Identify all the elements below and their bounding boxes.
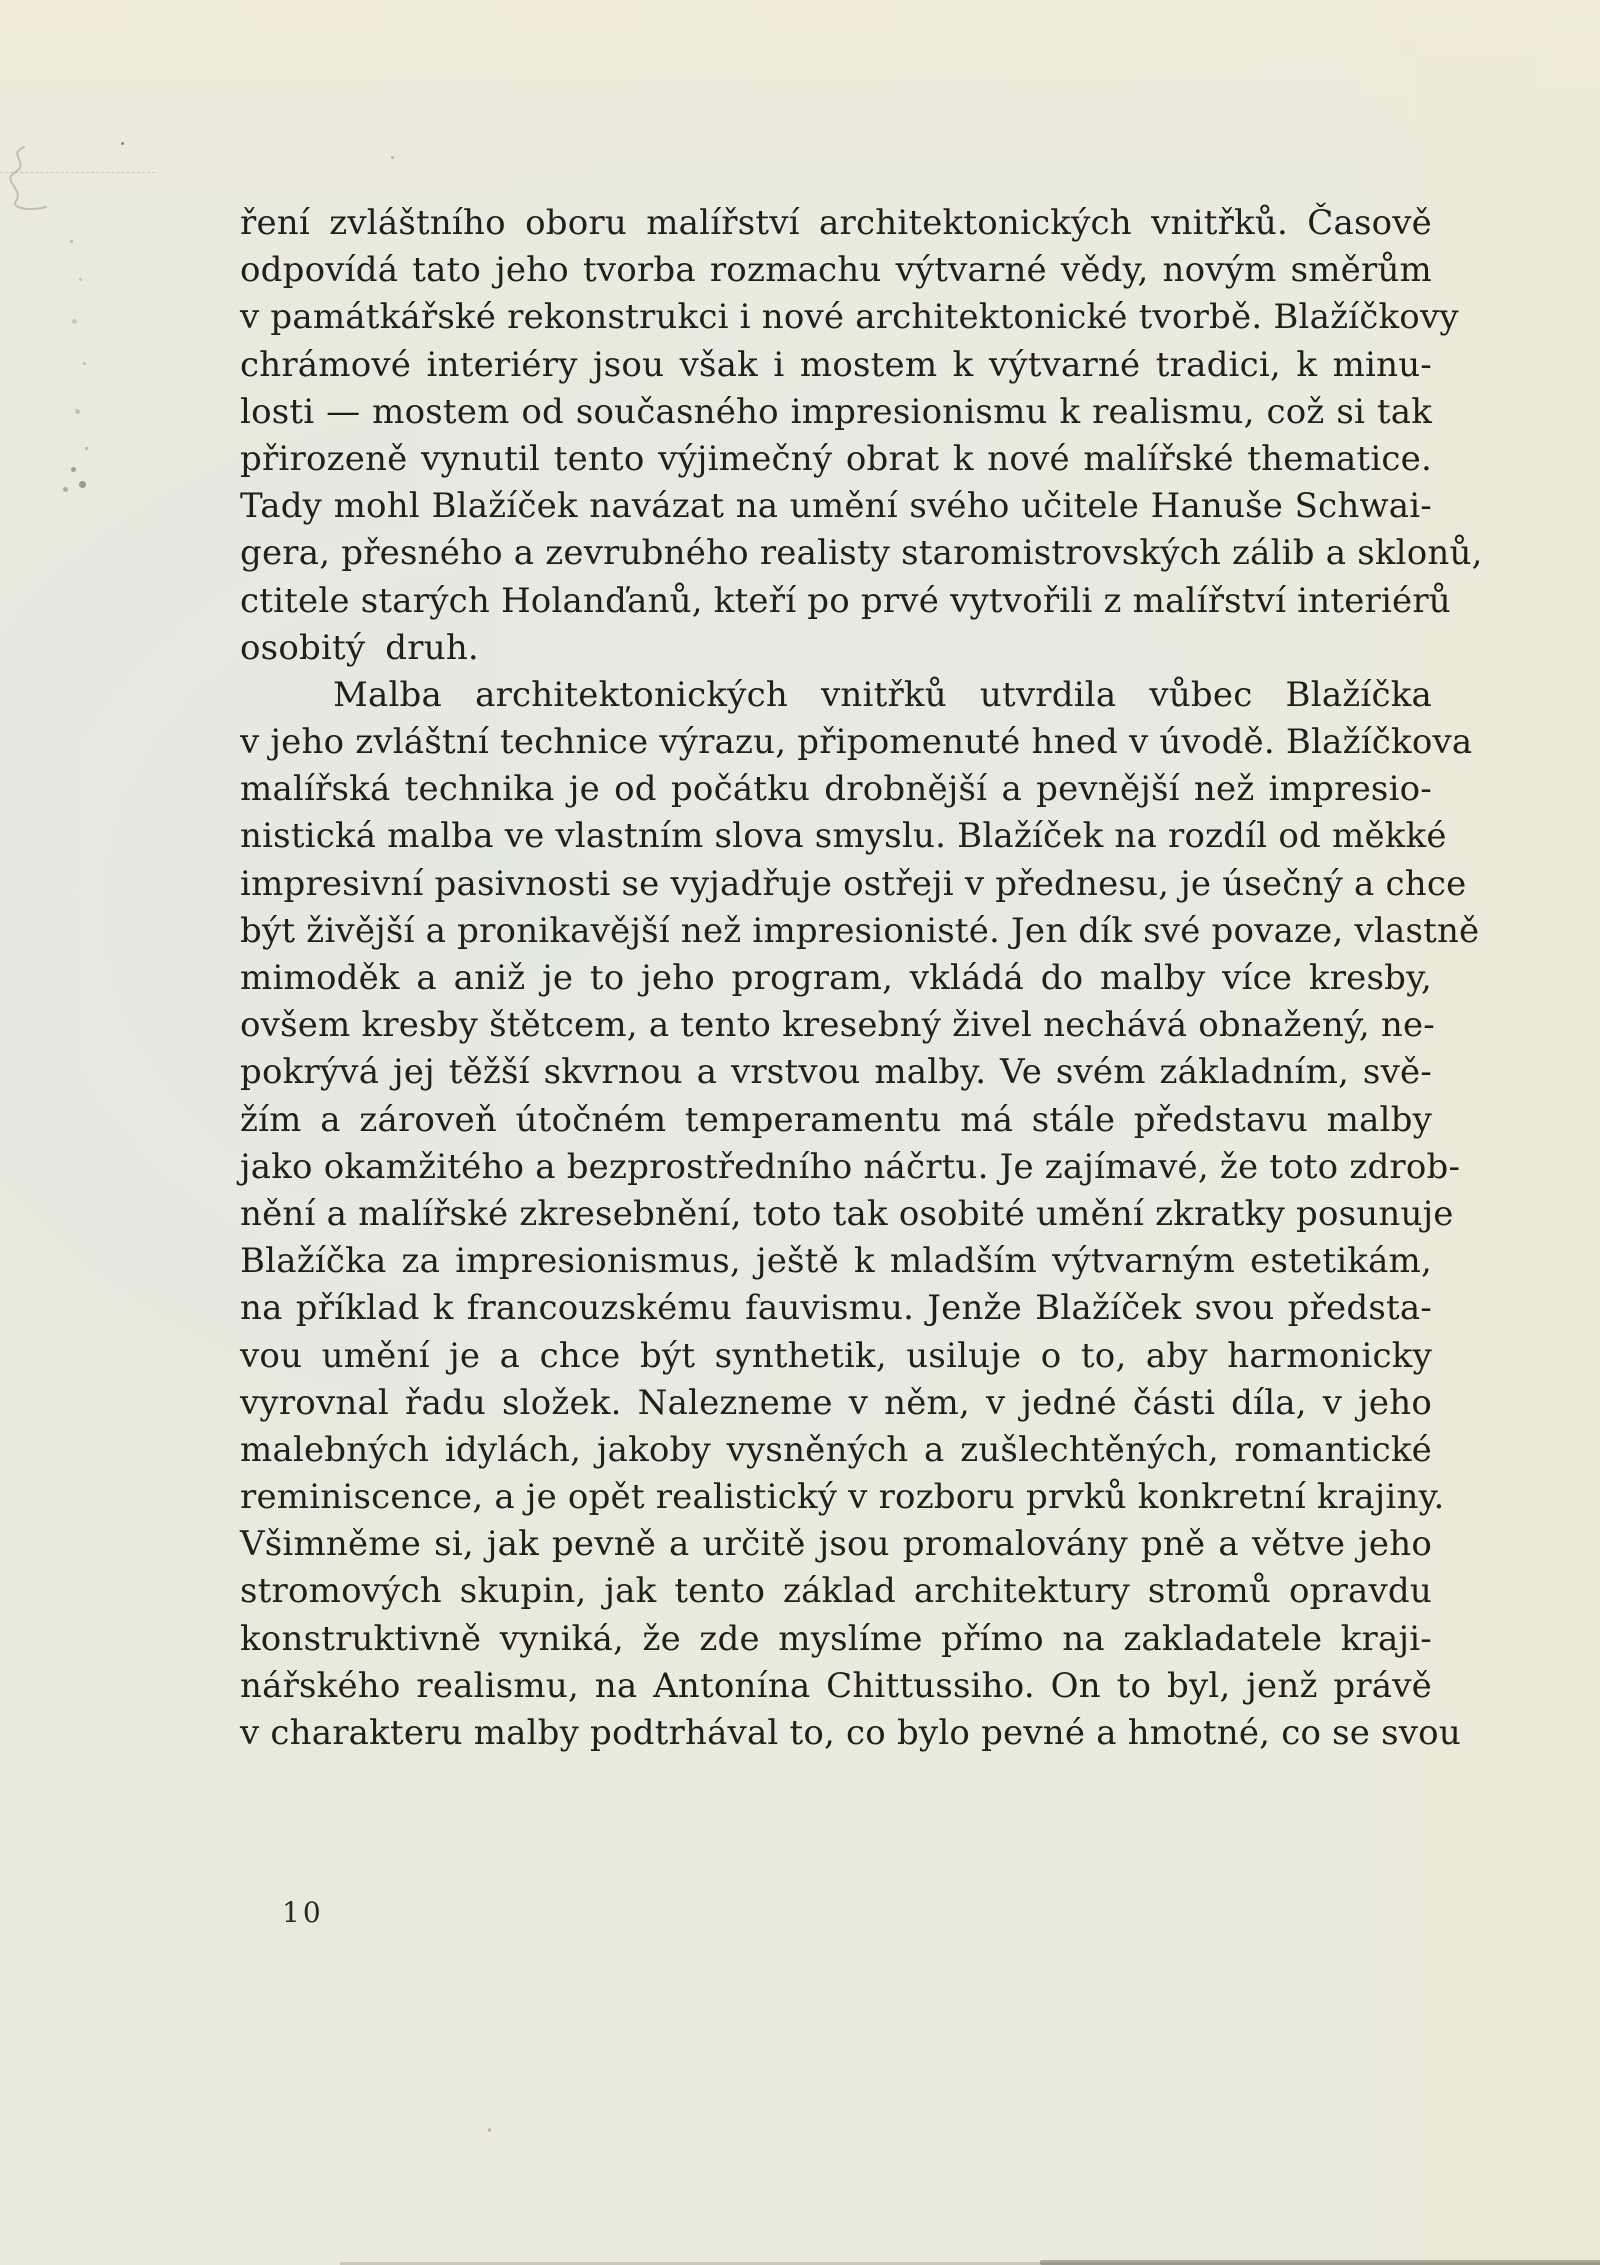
text-line: Všimněme si, jak pevně a určitě jsou promalovány pně a větve jeho bbox=[240, 1524, 1432, 1565]
pencil-squiggle-mark bbox=[2, 145, 62, 225]
text-line: ctitele starých Holanďanů, kteří po prvé vytvořili z malířství interiérů bbox=[240, 580, 1451, 621]
text-line: pokrývá jej těžší skvrnou a vrstvou malby. Ve svém základním, svě- bbox=[240, 1052, 1432, 1093]
text-line: chrámové interiéry jsou však i mostem k výtvarné tradici, k minu- bbox=[240, 344, 1432, 385]
text-line: nistická malba ve vlastním slova smyslu. Blažíček na rozdíl od měkké bbox=[240, 816, 1447, 857]
text-line: žím a zároveň útočném temperamentu má stále představu malby bbox=[240, 1099, 1432, 1140]
text-line: losti — mostem od současného impresionismu k realismu, což si tak bbox=[240, 391, 1432, 432]
page-number: 10 bbox=[282, 1896, 324, 1929]
text-line: nářského realismu, na Antonína Chittussiho. On to byl, jenž právě bbox=[240, 1665, 1432, 1706]
text-line: nění a malířské zkresebnění, toto tak osobité umění zkratky posunuje bbox=[240, 1193, 1454, 1234]
text-line: stromových skupin, jak tento základ architektury stromů opravdu bbox=[240, 1571, 1432, 1612]
text-line: v charakteru malby podtrhával to, co bylo pevné a hmotné, co se svou bbox=[240, 1713, 1461, 1753]
text-line: reminiscence, a je opět realistický v rozboru prvků konkretní krajiny. bbox=[240, 1477, 1445, 1518]
text-line: jako okamžitého a bezprostředního náčrtu. Je zajímavé, že toto zdrob- bbox=[240, 1146, 1461, 1187]
scan-speck bbox=[391, 156, 394, 159]
text-line: ření zvláštního oboru malířství architektonických vnitřků. Časově bbox=[240, 203, 1432, 243]
text-line: impresivní pasivnosti se vyjadřuje ostřeji v přednesu, je úsečný a chce bbox=[240, 863, 1467, 904]
text-line: přirozeně vynutil tento výjimečný obrat k nové malířské thematice. bbox=[240, 438, 1432, 479]
text-line: vyrovnal řadu složek. Nalezneme v něm, v jedné části díla, v jeho bbox=[240, 1382, 1432, 1423]
text-line: v jeho zvláštní technice výrazu, připomenuté hned v úvodě. Blažíčkova bbox=[240, 722, 1473, 763]
text-line: Malba architektonických vnitřků utvrdila vůbec Blažíčka bbox=[333, 674, 1432, 715]
body-text bbox=[240, 200, 1483, 1757]
text-line: být živější a pronikavější než impresionisté. Jen dík své povaze, vlastně bbox=[240, 910, 1480, 951]
text-line: na příklad k francouzskému fauvismu. Jenže Blažíček svou předsta- bbox=[240, 1288, 1432, 1329]
scan-speck bbox=[121, 142, 124, 145]
scan-bottom-edge-shadow bbox=[1040, 2260, 1600, 2265]
text-line: vou umění je a chce být synthetik, usiluje o to, aby harmonicky bbox=[240, 1335, 1432, 1376]
text-line: mimoděk a aniž je to jeho program, vkládá do malby více kresby, bbox=[240, 958, 1432, 998]
text-line: v památkářské rekonstrukci i nové architektonické tvorbě. Blažíčkovy bbox=[240, 297, 1459, 338]
text-line: Tady mohl Blažíček navázat na umění svého učitele Hanuše Schwai- bbox=[240, 486, 1432, 527]
scan-speckle-trail bbox=[70, 240, 73, 243]
scan-speck bbox=[488, 2128, 491, 2132]
text-line: osobitý druh. bbox=[240, 627, 479, 668]
text-line: gera, přesného a zevrubného realisty staromistrovských zálib a sklonů, bbox=[240, 533, 1483, 574]
text-line: konstruktivně vyniká, že zde myslíme přímo na zakladatele kraji- bbox=[240, 1618, 1432, 1659]
text-line: Blažíčka za impresionismus, ještě k mladším výtvarným estetikám, bbox=[240, 1241, 1432, 1282]
text-line: malebných idylách, jakoby vysněných a zušlechtěných, romantické bbox=[240, 1429, 1432, 1470]
text-line: malířská technika je od počátku drobnější a pevnější než impresio- bbox=[240, 769, 1432, 810]
text-line: odpovídá tato jeho tvorba rozmachu výtvarné vědy, novým směrům bbox=[240, 250, 1432, 291]
text-line: ovšem kresby štětcem, a tento kresebný živel nechává obnažený, ne- bbox=[240, 1005, 1435, 1046]
